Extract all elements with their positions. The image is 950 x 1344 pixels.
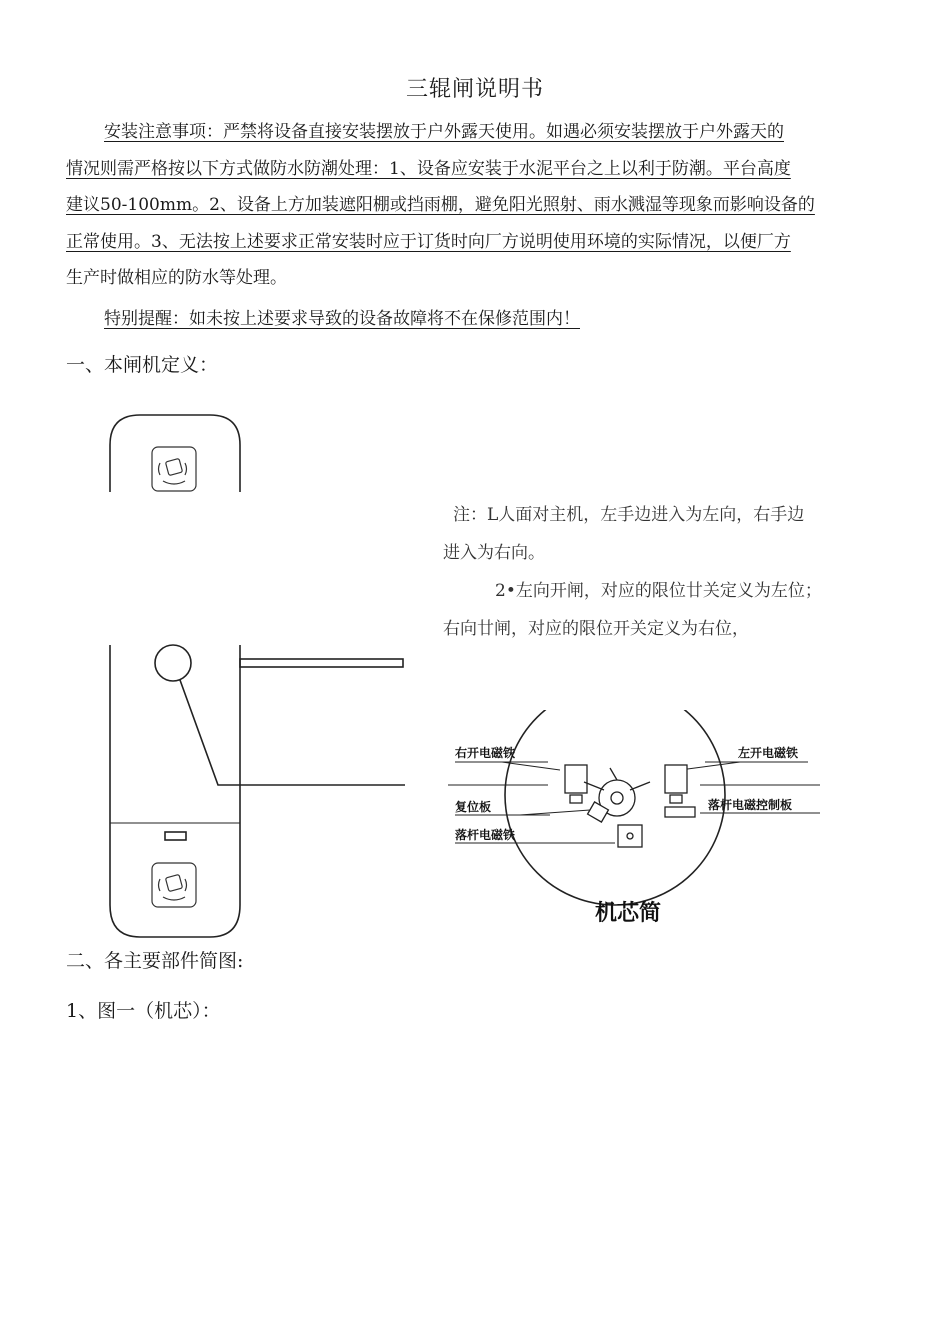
turnstile-arm-lower [180,680,405,785]
right-magnet-base [570,795,582,803]
turnstile-top-outline [110,415,240,492]
core-components [565,765,695,847]
turnstile-rotor-hub [155,645,191,681]
install-notice [66,114,886,297]
turnstile-diagram [100,405,420,945]
special-reminder: 特别提醒：如未按上述要求导致的设备故障将不在保修范围内！ [104,309,580,329]
note-line: 进入为右向。 [443,543,545,563]
leader-line [502,762,560,770]
left-magnet-base [670,795,682,803]
note-line: 注：L人面对主机，左手边进入为左向，右手边 [453,505,805,525]
core-diagram [440,710,820,930]
label-drop-control-board: 落杆电磁控制板 [708,798,793,812]
note-line: 右向廿闸，对应的限位开关定义为右位， [443,619,749,639]
leader-line [680,762,740,770]
note-line: 2•左向开闸，对应的限位廿关定义为左位； [495,581,822,601]
install-notice-line: 建议50-100mm。2、设备上方加装遮阳棚或挡雨棚，避免阳光照射、雨水溅湿等现象而影响设备的 [66,195,815,215]
core-diagram-caption: 机芯简 [595,901,662,926]
label-reset-board: 复位板 [455,800,492,814]
section1-heading: 一、本闸机定义： [66,354,219,376]
rotor-center [611,792,623,804]
label-left-magnet: 左开电磁铁 [738,746,799,760]
label-drop-magnet: 落杆电磁铁 [455,828,516,842]
label-right-magnet: 右开电磁铁 [455,746,516,760]
install-notice-line: 生产时做相应的防水等处理。 [66,268,287,288]
turnstile-slot [165,832,186,840]
definition-note [443,496,883,648]
install-notice-line: 安装注意事项：严禁将设备直接安装摆放于户外露天使用。如遇必须安装摆放于户外露天的 [104,122,784,142]
drop-control-board-shape [665,807,695,817]
page-title: 三辊闸说明书 [405,77,544,102]
right-magnet-shape [565,765,587,793]
install-notice-line: 正常使用。3、无法按上述要求正常安装时应于订货时向厂方说明使用环境的实际情况，以便厂方 [66,231,791,252]
drop-magnet-dot [627,833,633,839]
card-reader-icon-bottom [152,863,196,907]
install-notice-line: 情况则需严格按以下方式做防水防潮处理：1、设备应安装于水泥平台之上以利于防潮。平台高度 [66,158,791,179]
card-reader-icon-top [152,447,196,491]
section2-heading: 二、各主要部件简图: [66,950,244,972]
left-magnet-shape [665,765,687,793]
leader-line [520,810,590,815]
turnstile-arm [240,659,403,667]
figure1-label: 1、图一（机芯）： [66,1000,221,1022]
turnstile-bottom-outline [110,645,240,937]
